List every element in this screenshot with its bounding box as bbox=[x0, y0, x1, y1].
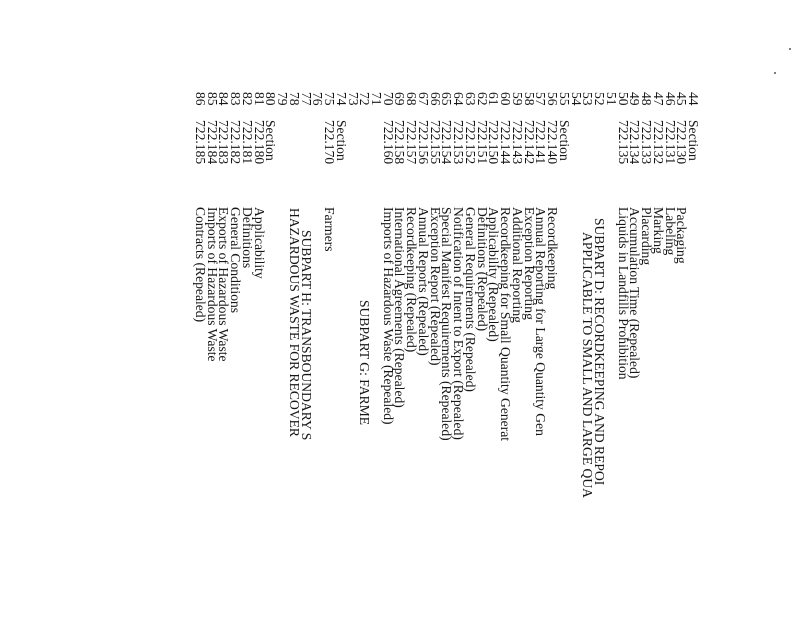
section-title: General Requirements (Repealed) bbox=[462, 207, 478, 392]
line-number: 50 bbox=[615, 92, 631, 106]
section-number: 722.157 bbox=[404, 120, 420, 165]
section-number: 722.185 bbox=[192, 120, 208, 165]
section-number: 722.160 bbox=[380, 120, 396, 165]
section-number: 722.134 bbox=[627, 120, 643, 165]
line-number: 66 bbox=[427, 92, 443, 106]
line-number: 72 bbox=[357, 92, 373, 106]
section-number: 722.180 bbox=[251, 120, 267, 165]
section-number: 722.141 bbox=[533, 120, 549, 165]
section-number: 722.143 bbox=[509, 120, 525, 165]
line-number: 69 bbox=[392, 92, 408, 106]
line-number: 58 bbox=[521, 92, 537, 106]
section-title: General Conditions bbox=[228, 207, 244, 314]
section-title: Annual Reports (Repealed) bbox=[415, 207, 431, 356]
section-number: Section bbox=[686, 120, 701, 161]
section-title: Contracts (Repealed) bbox=[192, 207, 208, 323]
line-number: 68 bbox=[404, 92, 420, 106]
line-number: 78 bbox=[286, 92, 302, 106]
section-number: 722.135 bbox=[615, 120, 631, 165]
subpart-heading: SUBPART D: RECORDKEEPING AND REPOI bbox=[592, 218, 608, 486]
line-number: 86 bbox=[192, 92, 208, 106]
line-number: 55 bbox=[556, 92, 572, 106]
subpart-heading: APPLICABLE TO SMALL AND LARGE QUA bbox=[580, 232, 596, 498]
section-title: Notification of Intent to Export (Repealed) bbox=[451, 207, 467, 440]
list-item bbox=[193, 0, 207, 618]
line-number: 60 bbox=[498, 92, 514, 106]
subpart-heading: SUBPART G: FARME bbox=[357, 300, 373, 426]
line-number: 48 bbox=[639, 92, 655, 106]
section-title: Applicability (Repealed) bbox=[486, 207, 502, 342]
line-number: 61 bbox=[486, 92, 502, 106]
subpart-heading: HAZARDOUS WASTE FOR RECOVER bbox=[286, 208, 302, 437]
section-number: 722.156 bbox=[415, 120, 431, 165]
line-number: 53 bbox=[580, 92, 596, 106]
section-title: Labeling bbox=[662, 207, 678, 256]
section-title: Applicability bbox=[251, 207, 267, 279]
section-title: Recordkeeping for Small Quantity Generat bbox=[498, 207, 514, 442]
line-number: 85 bbox=[204, 92, 220, 106]
line-number: 84 bbox=[216, 92, 232, 106]
section-title: Imports of Hazardous Waste (Repealed) bbox=[380, 207, 396, 425]
section-title: Recordkeeping bbox=[545, 207, 561, 290]
section-number: Section bbox=[263, 120, 279, 161]
line-number: 64 bbox=[451, 92, 467, 106]
line-number: 51 bbox=[603, 92, 619, 106]
section-number: Section bbox=[556, 120, 572, 161]
line-number: 79 bbox=[275, 92, 291, 106]
section-number: 722.184 bbox=[204, 120, 220, 165]
section-number: 722.155 bbox=[427, 120, 443, 165]
line-number: 75 bbox=[322, 92, 338, 106]
section-title: Accumulation Time (Repealed) bbox=[627, 207, 643, 379]
section-number: 722.153 bbox=[451, 120, 467, 165]
section-number: 722.152 bbox=[462, 120, 478, 165]
section-title: Placarding bbox=[639, 207, 655, 266]
line-number: 76 bbox=[310, 92, 326, 106]
line-number: 71 bbox=[369, 92, 385, 106]
section-number: 722.182 bbox=[228, 120, 244, 165]
line-number: 70 bbox=[380, 92, 396, 106]
line-number: 54 bbox=[568, 92, 584, 106]
line-number: 57 bbox=[533, 92, 549, 106]
section-number: Section bbox=[333, 120, 349, 161]
line-number: 63 bbox=[462, 92, 478, 106]
line-number: 82 bbox=[239, 92, 255, 106]
section-title: Annual Reporting for Large Quantity Gen bbox=[533, 207, 549, 436]
section-number: 722.133 bbox=[639, 120, 655, 165]
line-number: 56 bbox=[545, 92, 561, 106]
subpart-heading: SUBPART H: TRANSBOUNDARY S bbox=[298, 230, 314, 441]
section-title: Marking bbox=[650, 207, 666, 254]
line-number: 80 bbox=[263, 92, 279, 106]
section-title: Additional Reporting bbox=[509, 207, 525, 323]
section-title: Exception Report (Repealed) bbox=[427, 207, 443, 366]
section-number: 722.130 bbox=[674, 120, 690, 165]
section-number: 722.132 bbox=[650, 120, 666, 165]
line-number: 45 bbox=[674, 92, 690, 106]
line-number: 74 bbox=[333, 92, 349, 106]
section-number: 722.142 bbox=[521, 120, 537, 165]
line-number: 81 bbox=[251, 92, 267, 106]
section-number: 722.151 bbox=[474, 120, 490, 165]
section-number: 722.150 bbox=[486, 120, 502, 165]
scan-speck bbox=[789, 48, 791, 50]
scan-speck bbox=[774, 72, 776, 74]
section-title: Exception Reporting bbox=[521, 207, 537, 320]
section-title: Packaging bbox=[674, 207, 690, 264]
section-number: 722.181 bbox=[239, 120, 255, 165]
section-title: Definitions (Repealed) bbox=[474, 207, 490, 332]
section-title: Recordkeeping (Repealed) bbox=[404, 207, 420, 353]
section-number: 722.154 bbox=[439, 120, 455, 165]
line-number: 62 bbox=[474, 92, 490, 106]
line-number: 59 bbox=[509, 92, 525, 106]
line-number: 65 bbox=[439, 92, 455, 106]
line-number: 77 bbox=[298, 92, 314, 106]
section-title: Exports of Hazardous Waste bbox=[216, 207, 232, 362]
section-number: 722.170 bbox=[322, 120, 338, 165]
section-number: 722.144 bbox=[498, 120, 514, 165]
section-title: Liquids in Landfills Prohibition bbox=[615, 207, 631, 380]
section-title: Definitions bbox=[239, 207, 255, 269]
line-number: 83 bbox=[228, 92, 244, 106]
line-number: 73 bbox=[345, 92, 361, 106]
section-title: Imports of Hazardous Waste bbox=[204, 207, 220, 362]
section-number: 722.131 bbox=[662, 120, 678, 165]
line-number: 47 bbox=[650, 92, 666, 106]
line-number: 67 bbox=[415, 92, 431, 106]
line-number: 44 bbox=[686, 92, 701, 106]
section-number: 722.183 bbox=[216, 120, 232, 165]
line-number: 46 bbox=[662, 92, 678, 106]
section-title: Farmers bbox=[322, 207, 338, 252]
line-number: 52 bbox=[592, 92, 608, 106]
section-title: Special Manifest Requirements (Repealed) bbox=[439, 207, 455, 441]
section-title: International Agreements (Repealed) bbox=[392, 207, 408, 408]
section-number: 722.140 bbox=[545, 120, 561, 165]
section-number: 722.158 bbox=[392, 120, 408, 165]
line-number: 49 bbox=[627, 92, 643, 106]
